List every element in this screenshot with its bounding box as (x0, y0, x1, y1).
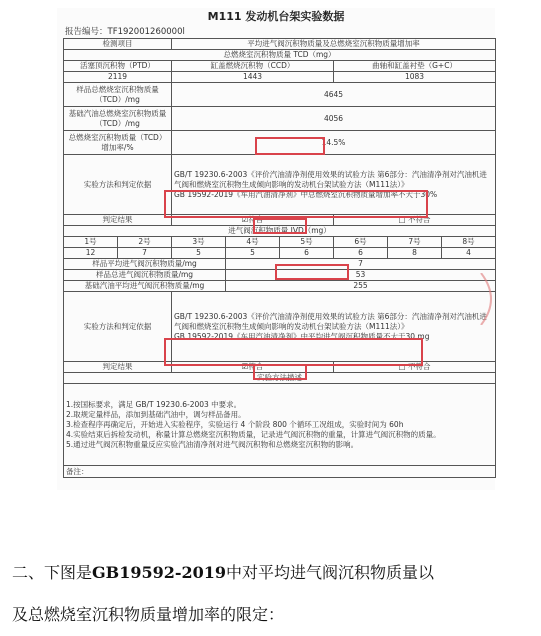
paragraph-rest: 中对平均进气阀沉积物质量以 (226, 563, 435, 582)
highlight-gb-ivd (164, 338, 423, 366)
sample-tcd-label: 样品总燃烧室沉积物质量（TCD）/mg (64, 83, 172, 107)
valve-val-1: 12 (64, 248, 118, 259)
valve-val-2: 7 (118, 248, 172, 259)
judge-label: 判定结果 (64, 215, 172, 226)
base-tcd-value: 4056 (172, 107, 496, 131)
tcd-increase-value: 14.5% (172, 131, 496, 155)
gc-value: 1083 (334, 72, 496, 83)
highlight-pass-2 (253, 364, 307, 380)
judge-pass: ☑符合 (172, 215, 334, 226)
valve-num-8: 8号 (442, 237, 496, 248)
method-label: 实验方法和判定依据 (64, 155, 172, 215)
ptd-label: 活塞顶沉积物（PTD） (64, 61, 172, 72)
valve-num-2: 2号 (118, 237, 172, 248)
report-number: 报告编号：TF192001260000l (65, 27, 185, 37)
gc-label: 曲轴和缸盖衬垫（G+C） (334, 61, 496, 72)
ccd-label: 缸盖燃烧沉积物（CCD） (172, 61, 334, 72)
tcd-header: 总燃烧室沉积物质量 TCD（mg） (64, 50, 496, 61)
sample-tcd-value: 4645 (172, 83, 496, 107)
valve-num-6: 6号 (334, 237, 388, 248)
report-image (57, 8, 495, 490)
procedure-header: 实验方法描述 (64, 373, 496, 384)
header-value-cell: 平均进气阀沉积物质量及总燃烧室沉积物质量增加率 (172, 39, 496, 50)
highlight-ivd (275, 264, 349, 280)
procedure-line-3: 3.检查程序再确定后，开始进入实验程序，实验运行 4 个阶段 800 个循环工况组成，实验时间为 60h (66, 419, 404, 429)
base-tcd-label: 基础汽油总燃烧室沉积物质量（TCD）/mg (64, 107, 172, 131)
ivd-header: 进气阀沉积物质量 IVD（mg） (64, 226, 496, 237)
paragraph-standard: GB19592-2019 (92, 563, 227, 582)
paragraph-line-1 (12, 560, 532, 583)
method2-label: 实验方法和判定依据 (64, 292, 172, 362)
highlight-gb-tcd (164, 190, 428, 218)
valve-val-8: 4 (442, 248, 496, 259)
highlight-pass-1 (253, 218, 307, 234)
procedure-text (64, 384, 496, 466)
highlight-tcd-increase (255, 137, 325, 155)
sample-ivd-value: 7 (226, 259, 496, 270)
sample-ivd-label: 样品平均进气阀沉积物质量/mg (64, 259, 226, 270)
valve-val-6: 6 (334, 248, 388, 259)
valve-num-7: 7号 (388, 237, 442, 248)
ccd-value: 1443 (172, 72, 334, 83)
method2-text-2: GB 19592-2019《车用汽油清净剂》中平均进气阀沉积物质量不大于30 mg (174, 331, 430, 341)
judge2-label: 判定结果 (64, 362, 172, 373)
report-title: M111 发动机台架实验数据 (207, 10, 345, 23)
red-stamp-icon (479, 273, 501, 325)
sample-total-value: 53 (226, 270, 496, 281)
valve-val-5: 6 (280, 248, 334, 259)
valve-num-1: 1号 (64, 237, 118, 248)
method-text-1: GB/T 19230.6-2003《评价汽油清净剂使用效果的试验方法 第6部分：汽油清净剂对汽油机进气阀和燃烧室沉积物生成倾向影响的发动机台架试验方法（M111法）》 (174, 169, 487, 189)
procedure-line-1: 1.按国标要求，满足 GB/T 19230.6-2003 中要求。 (66, 399, 242, 409)
valve-val-7: 8 (388, 248, 442, 259)
valve-num-5: 5号 (280, 237, 334, 248)
valve-val-4: 5 (226, 248, 280, 259)
judge2-fail: □ 不符合 (334, 362, 496, 373)
header-item-cell: 检测项目 (64, 39, 172, 50)
sample-total-label: 样品总进气阀沉积物质量/mg (64, 270, 226, 281)
remark-cell: 备注： (64, 466, 496, 478)
method-text-2: GB 19592-2019《车用汽油清净剂》中总燃烧室沉积物质量增加率不大于30% (174, 189, 438, 199)
judge-fail: □ 不符合 (334, 215, 496, 226)
procedure-line-4: 4.实验结束后拆检发动机，称量计算总燃烧室沉积物质量，记录进气阀沉积物的重量，计算进气阀沉积物的质量。 (66, 429, 441, 439)
base-ivd-label: 基础汽油平均进气阀沉积物质量/mg (64, 281, 226, 292)
paragraph-line-2: 及总燃烧室沉积物质量增加率的限定： (12, 605, 285, 624)
valve-val-3: 5 (172, 248, 226, 259)
method2-text-1: GB/T 19230.6-2003《评价汽油清净剂使用效果的试验方法 第6部分：汽油清净剂对汽油机进气阀和燃烧室沉积物生成倾向影响的发动机台架试验方法（M111法）》 (174, 311, 487, 331)
valve-num-4: 4号 (226, 237, 280, 248)
paragraph-prefix: 二、下图是 (12, 563, 93, 582)
report-table (63, 38, 496, 478)
judge2-pass: ☑符合 (172, 362, 334, 373)
tcd-increase-label: 总燃烧室沉积物质量（TCD）增加率/% (64, 131, 172, 155)
procedure-line-2: 2.取规定量样品，添加到基础汽油中，调匀样品备用。 (66, 409, 246, 419)
procedure-line-5: 5.通过进气阀沉积物重量反应实验汽油清净剂对进气阀沉积物和总燃烧室沉积物的影响。 (66, 439, 359, 449)
base-ivd-value: 255 (226, 281, 496, 292)
ptd-value: 2119 (64, 72, 172, 83)
valve-num-3: 3号 (172, 237, 226, 248)
